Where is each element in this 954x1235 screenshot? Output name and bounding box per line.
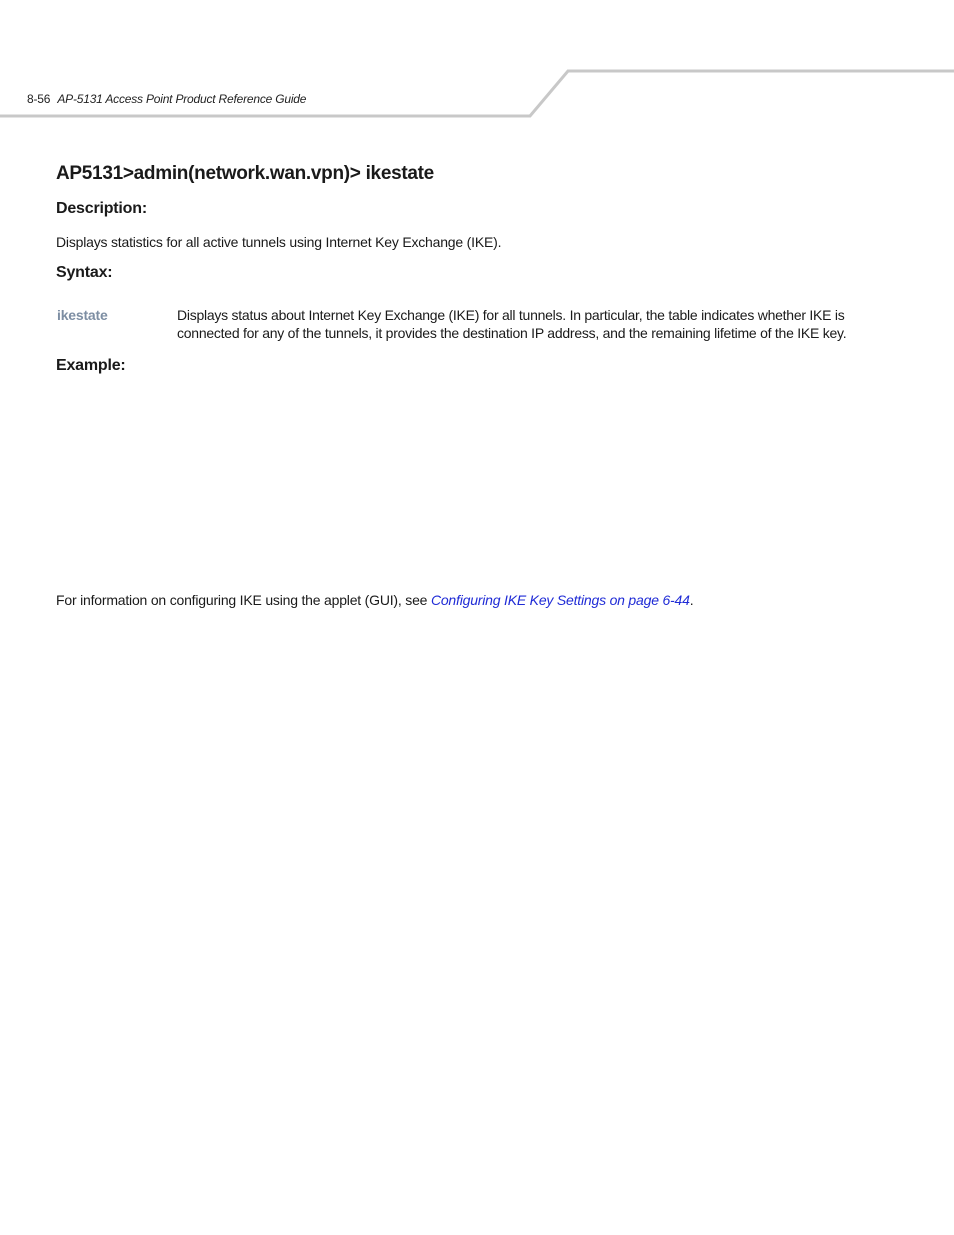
header-rule [0, 0, 954, 130]
reference-link[interactable]: Configuring IKE Key Settings on page 6-44 [430, 592, 690, 608]
syntax-definition: Displays status about Internet Key Exchange (IKE) for all tunnels. In particular, the table indicates whether IKE is connected for any of the tunnels, it provides the destination IP address, and the remaining lifetime of the IKE key. [177, 307, 847, 341]
command-title: AP5131>admin(network.wan.vpn)> ikestate [56, 163, 434, 184]
description-heading: Description: [56, 200, 147, 217]
reference-note [56, 592, 693, 608]
example-heading: Example: [56, 357, 126, 374]
page-number: 8-56 [27, 92, 51, 106]
guide-title: AP-5131 Access Point Product Reference Guide [57, 92, 307, 106]
reference-suffix: . [689, 592, 694, 608]
syntax-heading: Syntax: [56, 264, 113, 281]
description-text: Displays statistics for all active tunnels using Internet Key Exchange (IKE). [56, 234, 502, 250]
reference-prefix: For information on configuring IKE using the applet (GUI), see [56, 592, 431, 608]
running-header [27, 92, 306, 106]
syntax-term: ikestate [57, 307, 108, 323]
